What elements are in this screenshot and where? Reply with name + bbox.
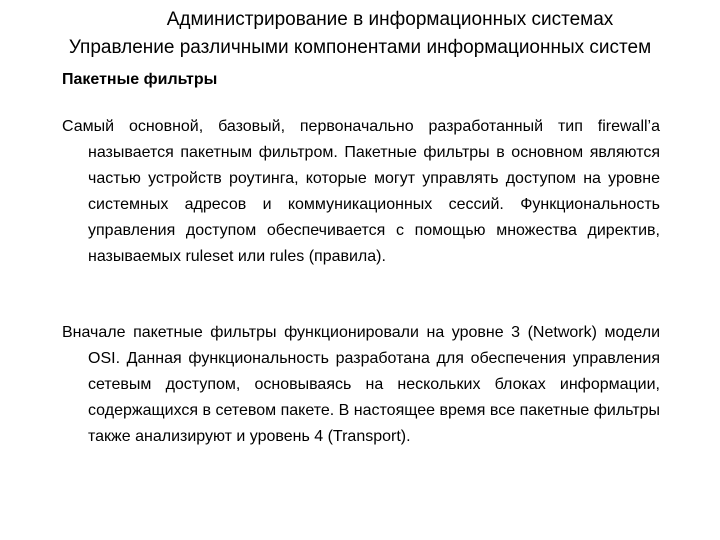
- section-heading: Пакетные фильтры: [62, 71, 218, 88]
- title-line-1: Администрирование в информационных системах: [166, 9, 614, 30]
- title-line-2: Управление различными компонентами информационных систем: [68, 37, 652, 58]
- page-title: [0, 8, 720, 60]
- paragraph-2: Вначале пакетные фильтры функционировали на уровне 3 (Network) модели OSI. Данная функциональность разработана для обеспечения управления сетевым доступом, основываясь на нескольких блоках информации, содержащихся в сетевом пакете. В настоящее время все пакетные фильтры также анализируют и уровень 4 (Transport).: [62, 324, 660, 445]
- paragraph-1: Самый основной, базовый, первоначально разработанный тип firewall’a называется пакетным фильтром. Пакетные фильтры в основном являются частью устройств роутинга, которые могут управлять доступом на уровне системных адресов и коммуникационных сессий. Функциональность управления доступом обеспечивается с помощью множества директив, называемых ruleset или rules (правила).: [62, 118, 660, 265]
